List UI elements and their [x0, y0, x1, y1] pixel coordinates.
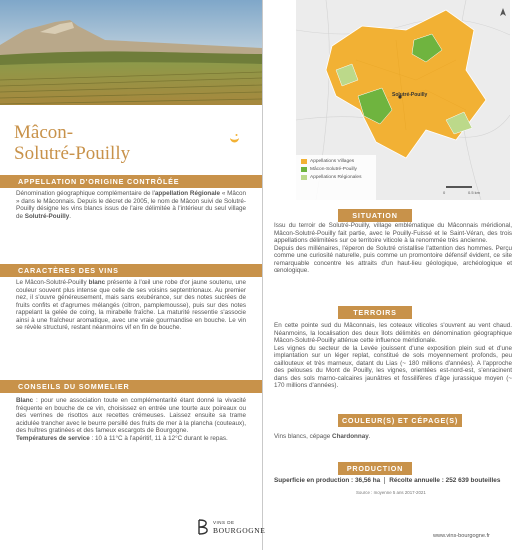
page-title	[14, 122, 130, 164]
logo-mark-icon	[229, 130, 240, 141]
column-divider	[262, 0, 263, 550]
aoc-text: Dénomination géographique complémentaire de l'appellation Régionale « Mâcon » dans le Mâconnais. Depuis le décret de 2005, le nom de Mâcon suivi de Solutré-Pouilly désigne les vins blancs issus de l'aire délimitée à l'intérieur du seul village de Solutré-Pouilly.	[16, 190, 247, 220]
title-line-2: Solutré-Pouilly	[14, 143, 131, 164]
section-heading-caracteres: CARACTÈRES DES VINS	[0, 264, 262, 277]
appellation-map	[296, 0, 510, 200]
section-heading-production: PRODUCTION	[338, 462, 412, 475]
sommelier-text: Blanc : pour une association toute en complémentarité étant donné la vivacité fréquente en bouche de ce vin, choisissez en entrée une tourte aux poireaux ou des verrines de risottos aux recettes crémeuses. Laissez ensuite sa trame acidulée trancher avec le beurre persillé des fruits de mer à la plancha (couteaux), des huîtres gratinées et des fameux escargots de Bourgogne. Températures de service : 10 à 11°C à l'apéritif, 11 à 12°C durant le repas.	[16, 397, 246, 442]
map-place-label: Solutré-Pouilly	[392, 92, 428, 98]
production-harvest: Récolte annuelle : 252 639 bouteilles	[389, 477, 501, 484]
map-scale-bar	[446, 186, 472, 188]
website-link[interactable]: www.vins-bourgogne.fr	[433, 533, 490, 539]
section-heading-situation: SITUATION	[338, 209, 412, 222]
legend-swatch-macon	[301, 167, 307, 172]
title-line-1: Mâcon-	[14, 122, 74, 143]
production-figures	[274, 477, 512, 484]
logo-text-small: VINS DE	[213, 520, 235, 525]
couleurs-text: Vins blancs, cépage Chardonnay.	[274, 433, 371, 440]
brand-logo	[196, 519, 265, 535]
legend-item: Appellations Villages	[301, 159, 361, 164]
vineyard-photo	[0, 0, 262, 105]
caracteres-text: Le Mâcon-Solutré-Pouilly blanc présente à l'œil une robe d'or jaune soutenu, une couleur souvent plus intense que celle de ses voisins septentrionaux. Au premier nez, il s'ouvre généreusement, mais sans exubérance, sur des notes sucrées de fruits confits et d'agrumes mélangés (citron, pamplemousse), puis sur des notes rappelant la gelée de coing, la mirabelle fraîche. La maturité ressentie s'associe ainsi à une fraîcheur aromatique, avec une vraie gourmandise en bouche. Le vin se révèle structuré, restant néanmoins vif en fin de bouche.	[16, 279, 246, 331]
bourgogne-b-icon	[196, 519, 210, 535]
legend-item: Appellations Régionales	[301, 175, 361, 180]
section-heading-sommelier: CONSEILS DU SOMMELIER	[0, 380, 262, 393]
section-heading-terroirs: TERROIRS	[338, 306, 412, 319]
map-legend	[301, 159, 361, 180]
logo-text-big: BOURGOGNE	[213, 526, 266, 535]
north-arrow-icon	[500, 4, 506, 13]
legend-item: Mâcon-Solutré-Pouilly	[301, 167, 361, 172]
terroirs-text: En cette pointe sud du Mâconnais, les coteaux viticoles s'ouvrent au vent chaud. Néanmoins, la localisation des deux îlots délimités en dénomination géographique Mâcon-Solutré-Pouilly atténue cette influence méridionale. Les vignes du secteur de la Levée jouissent d'une exposition plein sud et d'une implantation sur un léger replat, constitué de sols moyennement profonds, peu caillouteux et très marneux, datant du Lias (~ 180 millions d'années). A l'approche des pelouses du Mont de Pouilly, les vignes, orientées est-nord-est, s'enracinent dans des sols marno-calcaires jaunâtres et fossilifères d'âge jurassique moyen (~ 170 millions d'années).	[274, 322, 512, 389]
production-area: Superficie en production : 36,56 ha	[274, 477, 385, 484]
section-heading-couleurs: COULEUR(S) ET CÉPAGE(S)	[338, 414, 462, 427]
legend-swatch-villages	[301, 159, 307, 164]
legend-swatch-regionales	[301, 175, 307, 180]
production-source: Source : moyenne 5 ans 2017-2021	[356, 490, 426, 495]
map-scale-end: 0.5 km	[468, 190, 481, 195]
map-scale-start: 0	[443, 190, 446, 195]
section-heading-aoc: APPELLATION D'ORIGINE CONTRÔLÉE	[0, 175, 262, 188]
situation-text: Issu du terroir de Solutré-Pouilly, village emblématique du Mâconnais méridional, Mâcon-Solutré-Pouilly fait partie, avec le Pouilly-Fuissé et le Saint-Véran, des trois appellations délimitées sur ce territoire viticole à la renommée très ancienne. Depuis des millénaires, l'éperon de Solutré cristallise l'attention des hommes. Perçu comme une curiosité naturelle, puis comme un promontoire défensif évident, ce site remarquable concentre les attraits d'un haut-lieu géologique, archéologique et œnologique.	[274, 222, 512, 274]
